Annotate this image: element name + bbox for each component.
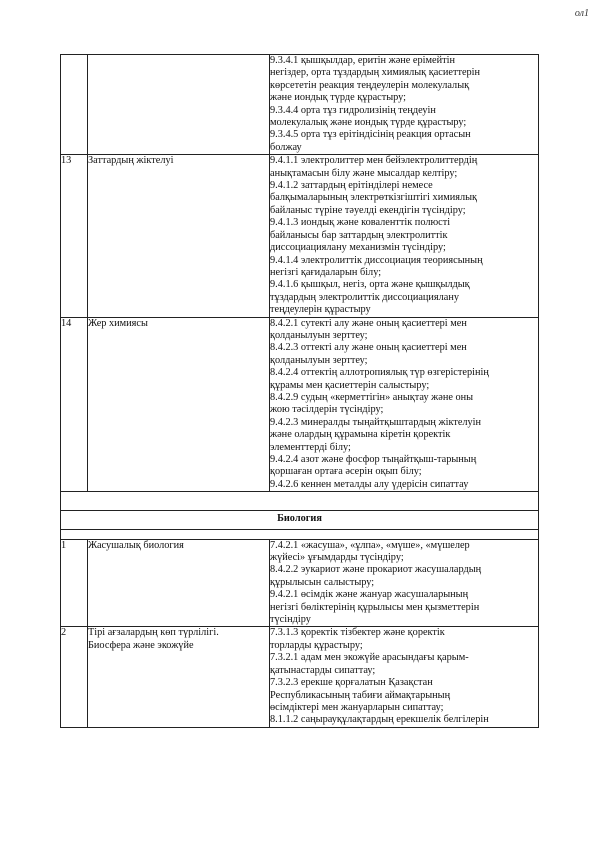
topic-line: Жер химиясы: [88, 317, 148, 329]
objective-line: негіздер, орта тұздардың химиялық қасиеттерін: [270, 67, 481, 79]
objective-line: 9.4.1.3 иондық және коваленттік полюсті: [270, 217, 451, 229]
objective-line: көрсететін реакция теңдеулерін молекулалық: [270, 79, 470, 91]
objective-line: 9.3.4.4 орта тұз гидролизінің теңдеуін: [270, 104, 436, 116]
spacer-row: [61, 529, 539, 539]
objective-line: 7.3.2.3 ерекше қорғалатын Қазақстан: [270, 677, 433, 689]
objective-item: [270, 129, 538, 154]
objective-line: анықтамасын білу және мысалдар келтіру;: [270, 167, 458, 179]
objective-line: 8.4.2.1 сутекті алу және оның қасиеттері мен: [270, 317, 467, 329]
objective-line: тұздардың электролиттік диссоциациялану: [270, 291, 460, 303]
row-objectives: [270, 55, 539, 155]
topic-line: Тірі ағзалардың көп түрлілігі.: [88, 627, 219, 639]
row-topic: [88, 55, 270, 155]
objective-item: [270, 540, 538, 565]
objective-line: байланысы бар заттардың электролиттік: [270, 229, 448, 241]
spacer-cell: [61, 529, 539, 539]
objective-line: элементтерді білу;: [270, 441, 351, 453]
table-row: [61, 539, 539, 627]
page-mark: ол1: [574, 8, 589, 19]
objective-item: [270, 392, 538, 417]
row-number: 1: [61, 539, 88, 627]
objective-item: [270, 564, 538, 589]
objective-line: 8.4.2.4 оттектің аллотропиялық түр өзгерістерінің: [270, 367, 489, 379]
objective-item: [270, 652, 538, 677]
objective-line: 9.4.1.4 электролиттік диссоциация теориясының: [270, 254, 483, 266]
objective-line: қолданылуын зерттеу;: [270, 354, 368, 366]
objective-line: құрамы мен қасиеттерін салыстыру;: [270, 379, 430, 391]
row-objectives: [270, 627, 539, 727]
objective-line: түсіндіру: [270, 614, 311, 626]
row-number: [61, 55, 88, 155]
row-topic: [88, 317, 270, 492]
row-topic: [88, 155, 270, 317]
row-number: 14: [61, 317, 88, 492]
objective-line: өсімдіктері мен жануарларын сипаттау;: [270, 701, 444, 713]
objective-line: 8.4.2.3 оттекті алу және оның қасиеттері мен: [270, 342, 467, 354]
objective-line: қолданылуын зерттеу;: [270, 329, 368, 341]
objective-line: құрылысын салыстыру;: [270, 576, 375, 588]
objective-item: [270, 589, 538, 626]
objective-line: және олардың құрамына кіретін қоректік: [270, 429, 451, 441]
objective-line: 9.4.2.4 азот және фосфор тыңайтқыш-тарының: [270, 454, 477, 465]
objective-item: [270, 217, 538, 254]
section-row: [61, 511, 539, 529]
objective-line: 8.1.1.2 саңырауқұлақтардың ерекшелік белгілерін: [270, 714, 489, 726]
objective-line: 9.4.1.2 заттардың ерітінділері немесе: [270, 180, 433, 192]
objective-item: [270, 279, 538, 316]
objective-item: [270, 627, 538, 652]
objective-item: [270, 454, 538, 479]
objective-line: байланыс түріне тәуелді екендігін түсіндіру;: [270, 204, 466, 216]
objective-line: балқымаларының электрөткізгіштігі химиялық: [270, 192, 478, 204]
objective-line: Республикасының табиғи аймақтарының: [270, 689, 451, 701]
table-row: [61, 627, 539, 727]
topic-line: Жасушалық биология: [88, 539, 184, 551]
objective-line: торларды құрастыру;: [270, 639, 363, 651]
objective-line: жою тәсілдерін түсіндіру;: [270, 404, 384, 416]
row-number: 2: [61, 627, 88, 727]
objective-item: [270, 417, 538, 454]
objective-line: молекулалық және иондық түрде құрастыру;: [270, 117, 467, 129]
objective-line: 9.3.4.1 қышқылдар, еритін және ерімейтін: [270, 55, 455, 66]
objective-item: [270, 479, 538, 491]
objective-line: теңдеулерін құрастыру: [270, 304, 371, 316]
objective-line: қоршаған ортаға әсерін оқып білу;: [270, 466, 422, 478]
objective-line: жүйесі» ұғымдарды түсіндіру;: [270, 552, 404, 564]
objective-item: [270, 105, 538, 130]
objective-line: 9.4.2.1 өсімдік және жануар жасушаларының: [270, 589, 469, 601]
objective-item: [270, 318, 538, 343]
row-topic: [88, 627, 270, 727]
objective-item: [270, 714, 538, 726]
objective-line: негізгі бөліктерінің құрылысы мен қызметтерін: [270, 601, 480, 613]
row-objectives: [270, 155, 539, 317]
objective-line: болжау: [270, 141, 302, 153]
objective-line: 7.3.1.3 қоректік тізбектер және қоректік: [270, 627, 445, 639]
objective-line: 9.4.2.3 минералды тыңайтқыштардың жіктелуін: [270, 416, 482, 428]
topic-line: Заттардың жіктелуі: [88, 155, 174, 167]
spacer-row: [61, 492, 539, 511]
objective-item: [270, 367, 538, 392]
row-topic: [88, 539, 270, 627]
objective-line: 7.4.2.1 «жасуша», «ұлпа», «мүше», «мүшелер: [270, 539, 470, 551]
table-row: [61, 155, 539, 317]
row-objectives: [270, 317, 539, 492]
table-row: [61, 317, 539, 492]
curriculum-table: [60, 54, 539, 728]
row-number: 13: [61, 155, 88, 317]
objective-item: [270, 180, 538, 217]
objective-item: [270, 342, 538, 367]
section-title: Биология: [61, 511, 539, 529]
objective-line: негізгі қағидаларын білу;: [270, 266, 382, 278]
objective-item: [270, 255, 538, 280]
objective-line: 8.4.2.2 эукариот және прокариот жасушалардың: [270, 564, 482, 576]
spacer-cell: [61, 492, 539, 511]
table-row: [61, 55, 539, 155]
topic-line: Биосфера және экожүйе: [88, 639, 194, 651]
objective-line: диссоциациялану механизмін түсіндіру;: [270, 242, 446, 254]
objective-item: [270, 155, 538, 180]
objective-line: 7.3.2.1 адам мен экожүйе арасындағы қарым-: [270, 652, 469, 664]
objective-line: 9.4.2.6 кеннен металды алу үдерісін сипаттау: [270, 478, 469, 490]
row-objectives: [270, 539, 539, 627]
objective-line: 9.4.1.1 электролиттер мен бейэлектролиттердің: [270, 155, 478, 167]
objective-line: 9.4.1.6 қышқыл, негіз, орта және қышқылдық: [270, 279, 470, 291]
objective-line: 9.3.4.5 орта тұз ерітіндісінің реакция ортасын: [270, 129, 471, 141]
objective-item: [270, 55, 538, 105]
objective-item: [270, 677, 538, 714]
objective-line: 8.4.2.9 судың «керметтігін» анықтау және оны: [270, 391, 474, 403]
objective-line: және иондық түрде құрастыру;: [270, 92, 407, 104]
objective-line: қатынастарды сипаттау;: [270, 664, 376, 676]
